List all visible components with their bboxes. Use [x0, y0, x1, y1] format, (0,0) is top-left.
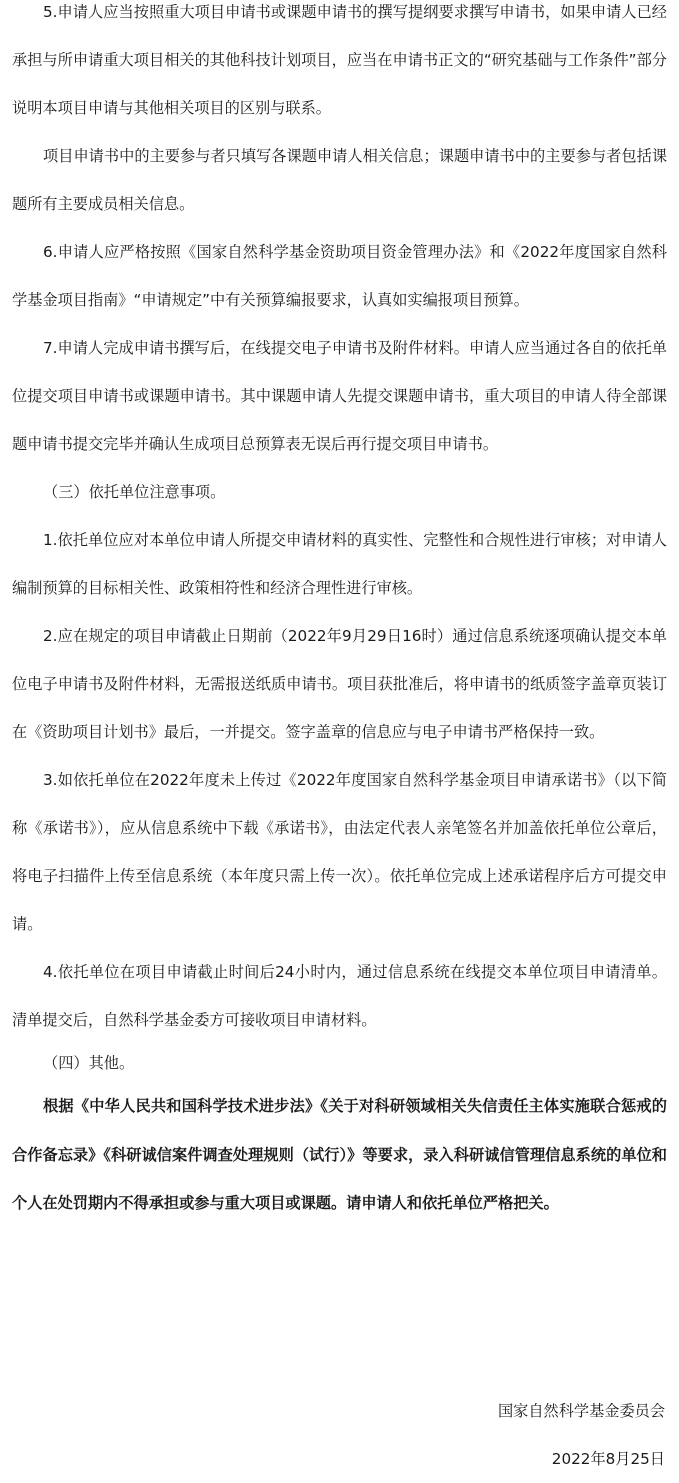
document-body [12, 0, 667, 1228]
paragraph-participants: 项目申请书中的主要参与者只填写各课题申请人相关信息；课题申请书中的主要参与者包括课题所有主要成员相关信息。 [12, 147, 667, 213]
paragraph-item-7: 7.申请人完成申请书撰写后，在线提交电子申请书及附件材料。申请人应当通过各自的依托单位提交项目申请书或课题申请书。其中课题申请人先提交课题申请书，重大项目的申请人待全部课题申请书提交完毕并确认生成项目总预算表无误后再行提交项目申请书。 [12, 339, 667, 453]
section-heading-3: （三）依托单位注意事项。 [43, 483, 226, 501]
paragraph-unit-1: 1.依托单位应对本单位申请人所提交申请材料的真实性、完整性和合规性进行审核；对申请人编制预算的目标相关性、政策相符性和经济合理性进行审核。 [12, 531, 667, 597]
paragraph-item-6: 6.申请人应严格按照《国家自然科学基金资助项目资金管理办法》和《2022年度国家自然科学基金项目指南》“申请规定”中有关预算编报要求，认真如实编报项目预算。 [12, 243, 667, 309]
paragraph-integrity-notice: 根据《中华人民共和国科学技术进步法》《关于对科研领域相关失信责任主体实施联合惩戒的合作备忘录》《科研诚信案件调查处理规则（试行）》等要求，录入科研诚信管理信息系统的单位和个人在处罚期内不得承担或参与重大项目或课题。请申请人和依托单位严格把关。 [12, 1097, 667, 1212]
paragraph-unit-3: 3.如依托单位在2022年度未上传过《2022年度国家自然科学基金项目申请承诺书》（以下简称《承诺书》），应从信息系统中下载《承诺书》，由法定代表人亲笔签名并加盖依托单位公章后，将电子扫描件上传至信息系统（本年度只需上传一次）。依托单位完成上述承诺程序后方可提交申请。 [12, 771, 667, 933]
section-heading-4: （四）其他。 [43, 1054, 135, 1072]
signature-organization: 国家自然科学基金委员会 [497, 1402, 665, 1420]
signature-date: 2022年8月25日 [551, 1450, 665, 1468]
paragraph-item-5: 5.申请人应当按照重大项目申请书或课题申请书的撰写提纲要求撰写申请书，如果申请人已经承担与所申请重大项目相关的其他科技计划项目，应当在申请书正文的“研究基础与工作条件”部分说明本项目申请与其他相关项目的区别与联系。 [12, 3, 667, 117]
paragraph-unit-4: 4.依托单位在项目申请截止时间后24小时内，通过信息系统在线提交本单位项目申请清单。清单提交后，自然科学基金委方可接收项目申请材料。 [12, 963, 667, 1029]
paragraph-unit-2: 2.应在规定的项目申请截止日期前（2022年9月29日16时）通过信息系统逐项确认提交本单位电子申请书及附件材料，无需报送纸质申请书。项目获批准后，将申请书的纸质签字盖章页装订在《资助项目计划书》最后，一并提交。签字盖章的信息应与电子申请书严格保持一致。 [12, 627, 667, 741]
